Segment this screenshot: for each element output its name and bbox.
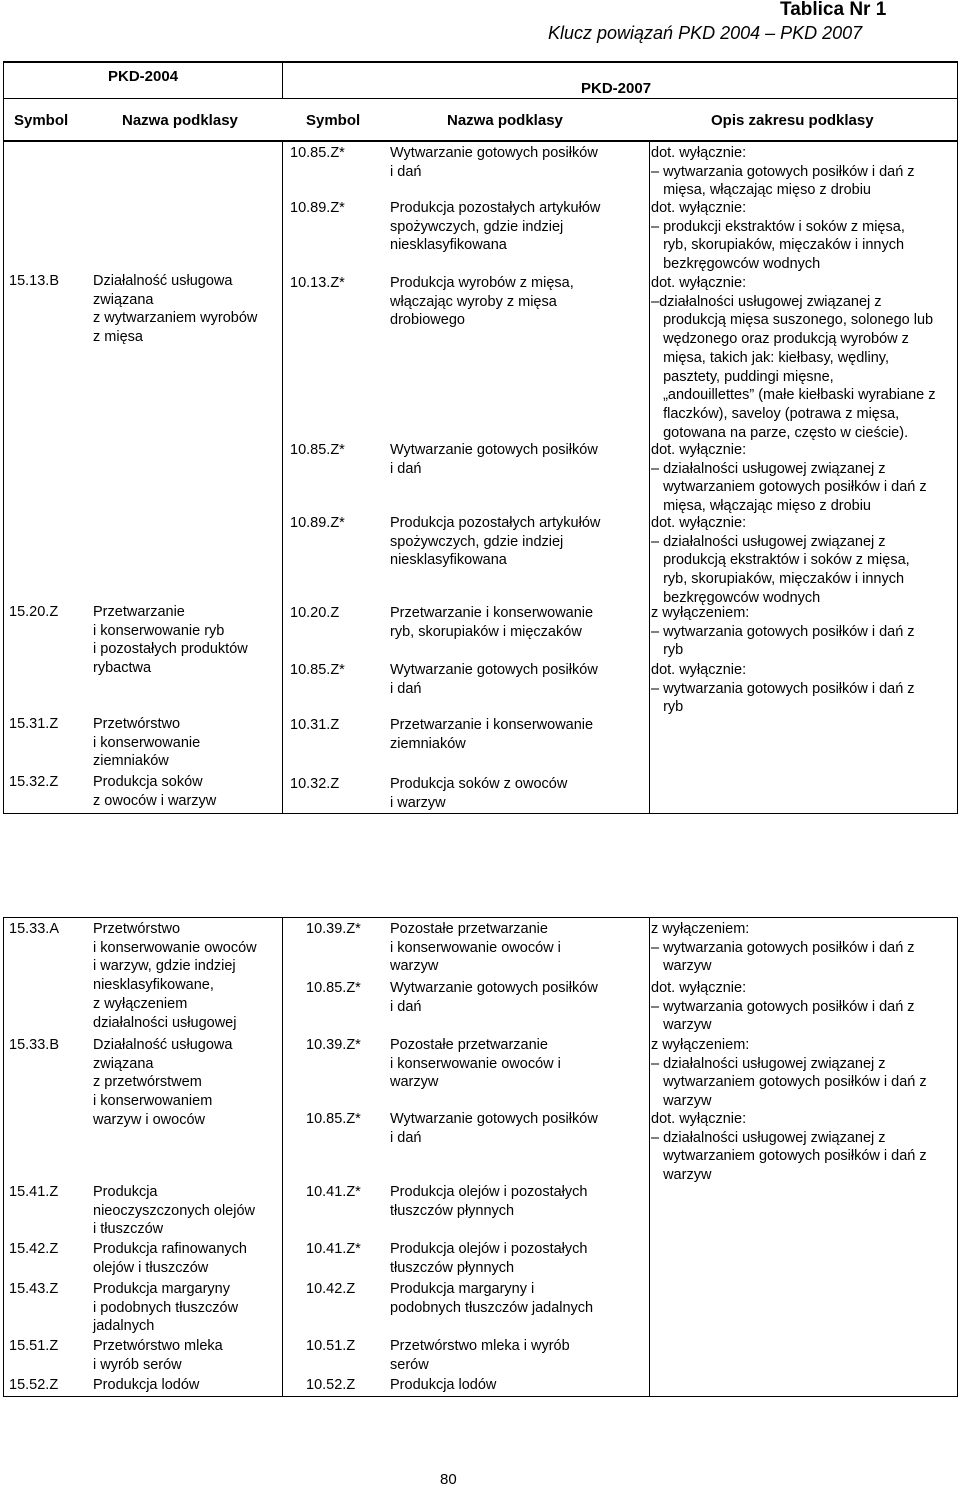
- pkd2007-name: Przetwarzanie i konserwowanie ziemniaków: [390, 717, 594, 752]
- pkd2007-symbol: 10.42.Z: [306, 1281, 356, 1297]
- page-subtitle: Klucz powiązań PKD 2004 – PKD 2007: [548, 23, 863, 43]
- pkd2004-symbol: 15.43.Z: [9, 1281, 59, 1297]
- pkd2007-name: Wytwarzanie gotowych posiłków i dań: [390, 662, 598, 697]
- pkd2007-name: Produkcja lodów: [390, 1377, 497, 1393]
- pkd2007-symbol: 10.13.Z*: [290, 275, 345, 291]
- pkd2004-name: Produkcja margaryny i podobnych tłuszczów jadalnych: [93, 1281, 239, 1335]
- pkd2007-symbol: 10.89.Z*: [290, 200, 345, 216]
- page-title: Tablica Nr 1: [780, 0, 887, 20]
- pkd2004-name: Działalność usługowa związana z wytwarzaniem wyrobów z mięsa: [93, 273, 258, 346]
- col-symbol-2004: Symbol: [14, 112, 69, 129]
- pkd2007-name: Produkcja soków z owoców i warzyw: [390, 776, 568, 811]
- pkd2007-symbol: 10.85.Z*: [290, 145, 345, 161]
- pkd2004-name: Produkcja rafinowanych olejów i tłuszczów: [93, 1241, 247, 1276]
- pkd2007-description: dot. wyłącznie: – produkcji ekstraktów i soków z mięsa, ryb, skorupiaków, mięczaków i innych bezkręgowców wodnych: [651, 200, 905, 273]
- pkd2007-name: Wytwarzanie gotowych posiłków i dań: [390, 1111, 598, 1146]
- pkd2004-name: Przetwórstwo i konserwowanie ziemniaków: [93, 716, 201, 770]
- pkd2007-description: z wyłączeniem: – wytwarzania gotowych posiłków i dań z warzyw: [651, 921, 915, 975]
- pkd2007-symbol: 10.85.Z*: [306, 980, 361, 996]
- pkd2004-name: Produkcja nieoczyszczonych olejów i tłuszczów: [93, 1184, 255, 1238]
- pkd2007-name: Wytwarzanie gotowych posiłków i dań: [390, 442, 598, 477]
- pkd2007-symbol: 10.39.Z*: [306, 1037, 361, 1053]
- pkd2007-description: dot. wyłącznie: – wytwarzania gotowych posiłków i dań z warzyw: [651, 980, 915, 1034]
- col-name-2007: Nazwa podklasy: [447, 112, 563, 129]
- pkd2004-symbol: 15.32.Z: [9, 774, 59, 790]
- pkd2004-symbol: 15.51.Z: [9, 1338, 59, 1354]
- pkd2007-name: Pozostałe przetwarzanie i konserwowanie owoców i warzyw: [390, 1037, 561, 1091]
- col-name-2004: Nazwa podklasy: [122, 112, 238, 129]
- pkd2007-name: Produkcja margaryny i podobnych tłuszczów jadalnych: [390, 1281, 594, 1316]
- pkd2004-name: Produkcja lodów: [93, 1377, 200, 1393]
- pkd2007-name: Produkcja olejów i pozostałych tłuszczów płynnych: [390, 1241, 588, 1276]
- pkd2007-name: Produkcja wyrobów z mięsa, włączając wyroby z mięsa drobiowego: [390, 275, 574, 329]
- pkd2007-description: dot. wyłącznie: – działalności usługowej związanej z wytwarzaniem gotowych posiłków i dań z warzyw: [651, 1111, 927, 1184]
- pkd2004-group-header: PKD-2004: [108, 68, 179, 85]
- pkd2007-symbol: 10.85.Z*: [290, 442, 345, 458]
- pkd2004-name: Działalność usługowa związana z przetwórstwem i konserwowaniem warzyw i owoców: [93, 1037, 233, 1128]
- pkd2007-symbol: 10.41.Z*: [306, 1241, 361, 1257]
- pkd2004-name: Produkcja soków z owoców i warzyw: [93, 774, 217, 809]
- pkd2007-symbol: 10.32.Z: [290, 776, 340, 792]
- col-description: Opis zakresu podklasy: [711, 112, 874, 129]
- pkd2007-name: Produkcja pozostałych artykułów spożywczych, gdzie indziej niesklasyfikowana: [390, 515, 601, 569]
- pkd2007-name: Wytwarzanie gotowych posiłków i dań: [390, 145, 598, 180]
- pkd2007-symbol: 10.51.Z: [306, 1338, 356, 1354]
- pkd2007-name: Przetwórstwo mleka i wyrób serów: [390, 1338, 570, 1373]
- pkd2004-symbol: 15.42.Z: [9, 1241, 59, 1257]
- pkd2007-symbol: 10.52.Z: [306, 1377, 356, 1393]
- pkd2007-description: dot. wyłącznie: – wytwarzania gotowych posiłków i dań z mięsa, włączając mięso z drobiu: [651, 145, 915, 199]
- pkd2004-symbol: 15.20.Z: [9, 604, 59, 620]
- page-number: 80: [440, 1471, 457, 1488]
- pkd2004-name: Przetwarzanie i konserwowanie ryb i pozostałych produktów rybactwa: [93, 604, 248, 677]
- pkd2007-symbol: 10.31.Z: [290, 717, 340, 733]
- pkd2007-description: dot. wyłącznie: – wytwarzania gotowych posiłków i dań z ryb: [651, 662, 915, 716]
- pkd2007-description: dot. wyłącznie: –działalności usługowej związanej z produkcją mięsa suszonego, solonego lub wędzonego oraz produkcją wyrobów z mięsa, takich jak: kiełbasy, wędliny, pasztety, puddingi mięsne, „andouillettes” (małe kiełbaski wyrabiane z flaczków), saveloy (potrawa z mięsa, gotowana na parze, często w cieście).: [651, 275, 936, 441]
- pkd2007-symbol: 10.85.Z*: [290, 662, 345, 678]
- pkd2004-symbol: 15.13.B: [9, 273, 59, 289]
- pkd2007-name: Wytwarzanie gotowych posiłków i dań: [390, 980, 598, 1015]
- pkd2004-name: Przetwórstwo mleka i wyrób serów: [93, 1338, 223, 1373]
- pkd2004-name: Przetwórstwo i konserwowanie owoców i warzyw, gdzie indziej niesklasyfikowane, z wyłączeniem działalności usługowej: [93, 921, 257, 1031]
- pkd2007-description: z wyłączeniem: – działalności usługowej związanej z wytwarzaniem gotowych posiłków i dań z warzyw: [651, 1037, 927, 1110]
- pkd2004-symbol: 15.31.Z: [9, 716, 59, 732]
- pkd2007-description: dot. wyłącznie: – działalności usługowej związanej z wytwarzaniem gotowych posiłków i dań z mięsa, włączając mięso z drobiu: [651, 442, 927, 515]
- pkd2007-symbol: 10.89.Z*: [290, 515, 345, 531]
- pkd2004-symbol: 15.33.A: [9, 921, 59, 937]
- pkd2007-name: Pozostałe przetwarzanie i konserwowanie owoców i warzyw: [390, 921, 561, 975]
- pkd2007-group-header: PKD-2007: [581, 80, 652, 97]
- pkd2007-name: Produkcja olejów i pozostałych tłuszczów płynnych: [390, 1184, 588, 1219]
- pkd2004-symbol: 15.52.Z: [9, 1377, 59, 1393]
- pkd2007-symbol: 10.41.Z*: [306, 1184, 361, 1200]
- pkd2007-symbol: 10.39.Z*: [306, 921, 361, 937]
- pkd2007-name: Produkcja pozostałych artykułów spożywczych, gdzie indziej niesklasyfikowana: [390, 200, 601, 254]
- pkd2007-description: z wyłączeniem: – wytwarzania gotowych posiłków i dań z ryb: [651, 605, 915, 659]
- pkd2007-name: Przetwarzanie i konserwowanie ryb, skorupiaków i mięczaków: [390, 605, 594, 640]
- pkd2004-symbol: 15.41.Z: [9, 1184, 59, 1200]
- pkd2007-description: dot. wyłącznie: – działalności usługowej związanej z produkcją ekstraktów i soków z mięsa, ryb, skorupiaków, mięczaków i innych bezkręgowców wodnych: [651, 515, 910, 606]
- col-symbol-2007: Symbol: [306, 112, 361, 129]
- pkd2004-symbol: 15.33.B: [9, 1037, 59, 1053]
- pkd2007-symbol: 10.20.Z: [290, 605, 340, 621]
- pkd2007-symbol: 10.85.Z*: [306, 1111, 361, 1127]
